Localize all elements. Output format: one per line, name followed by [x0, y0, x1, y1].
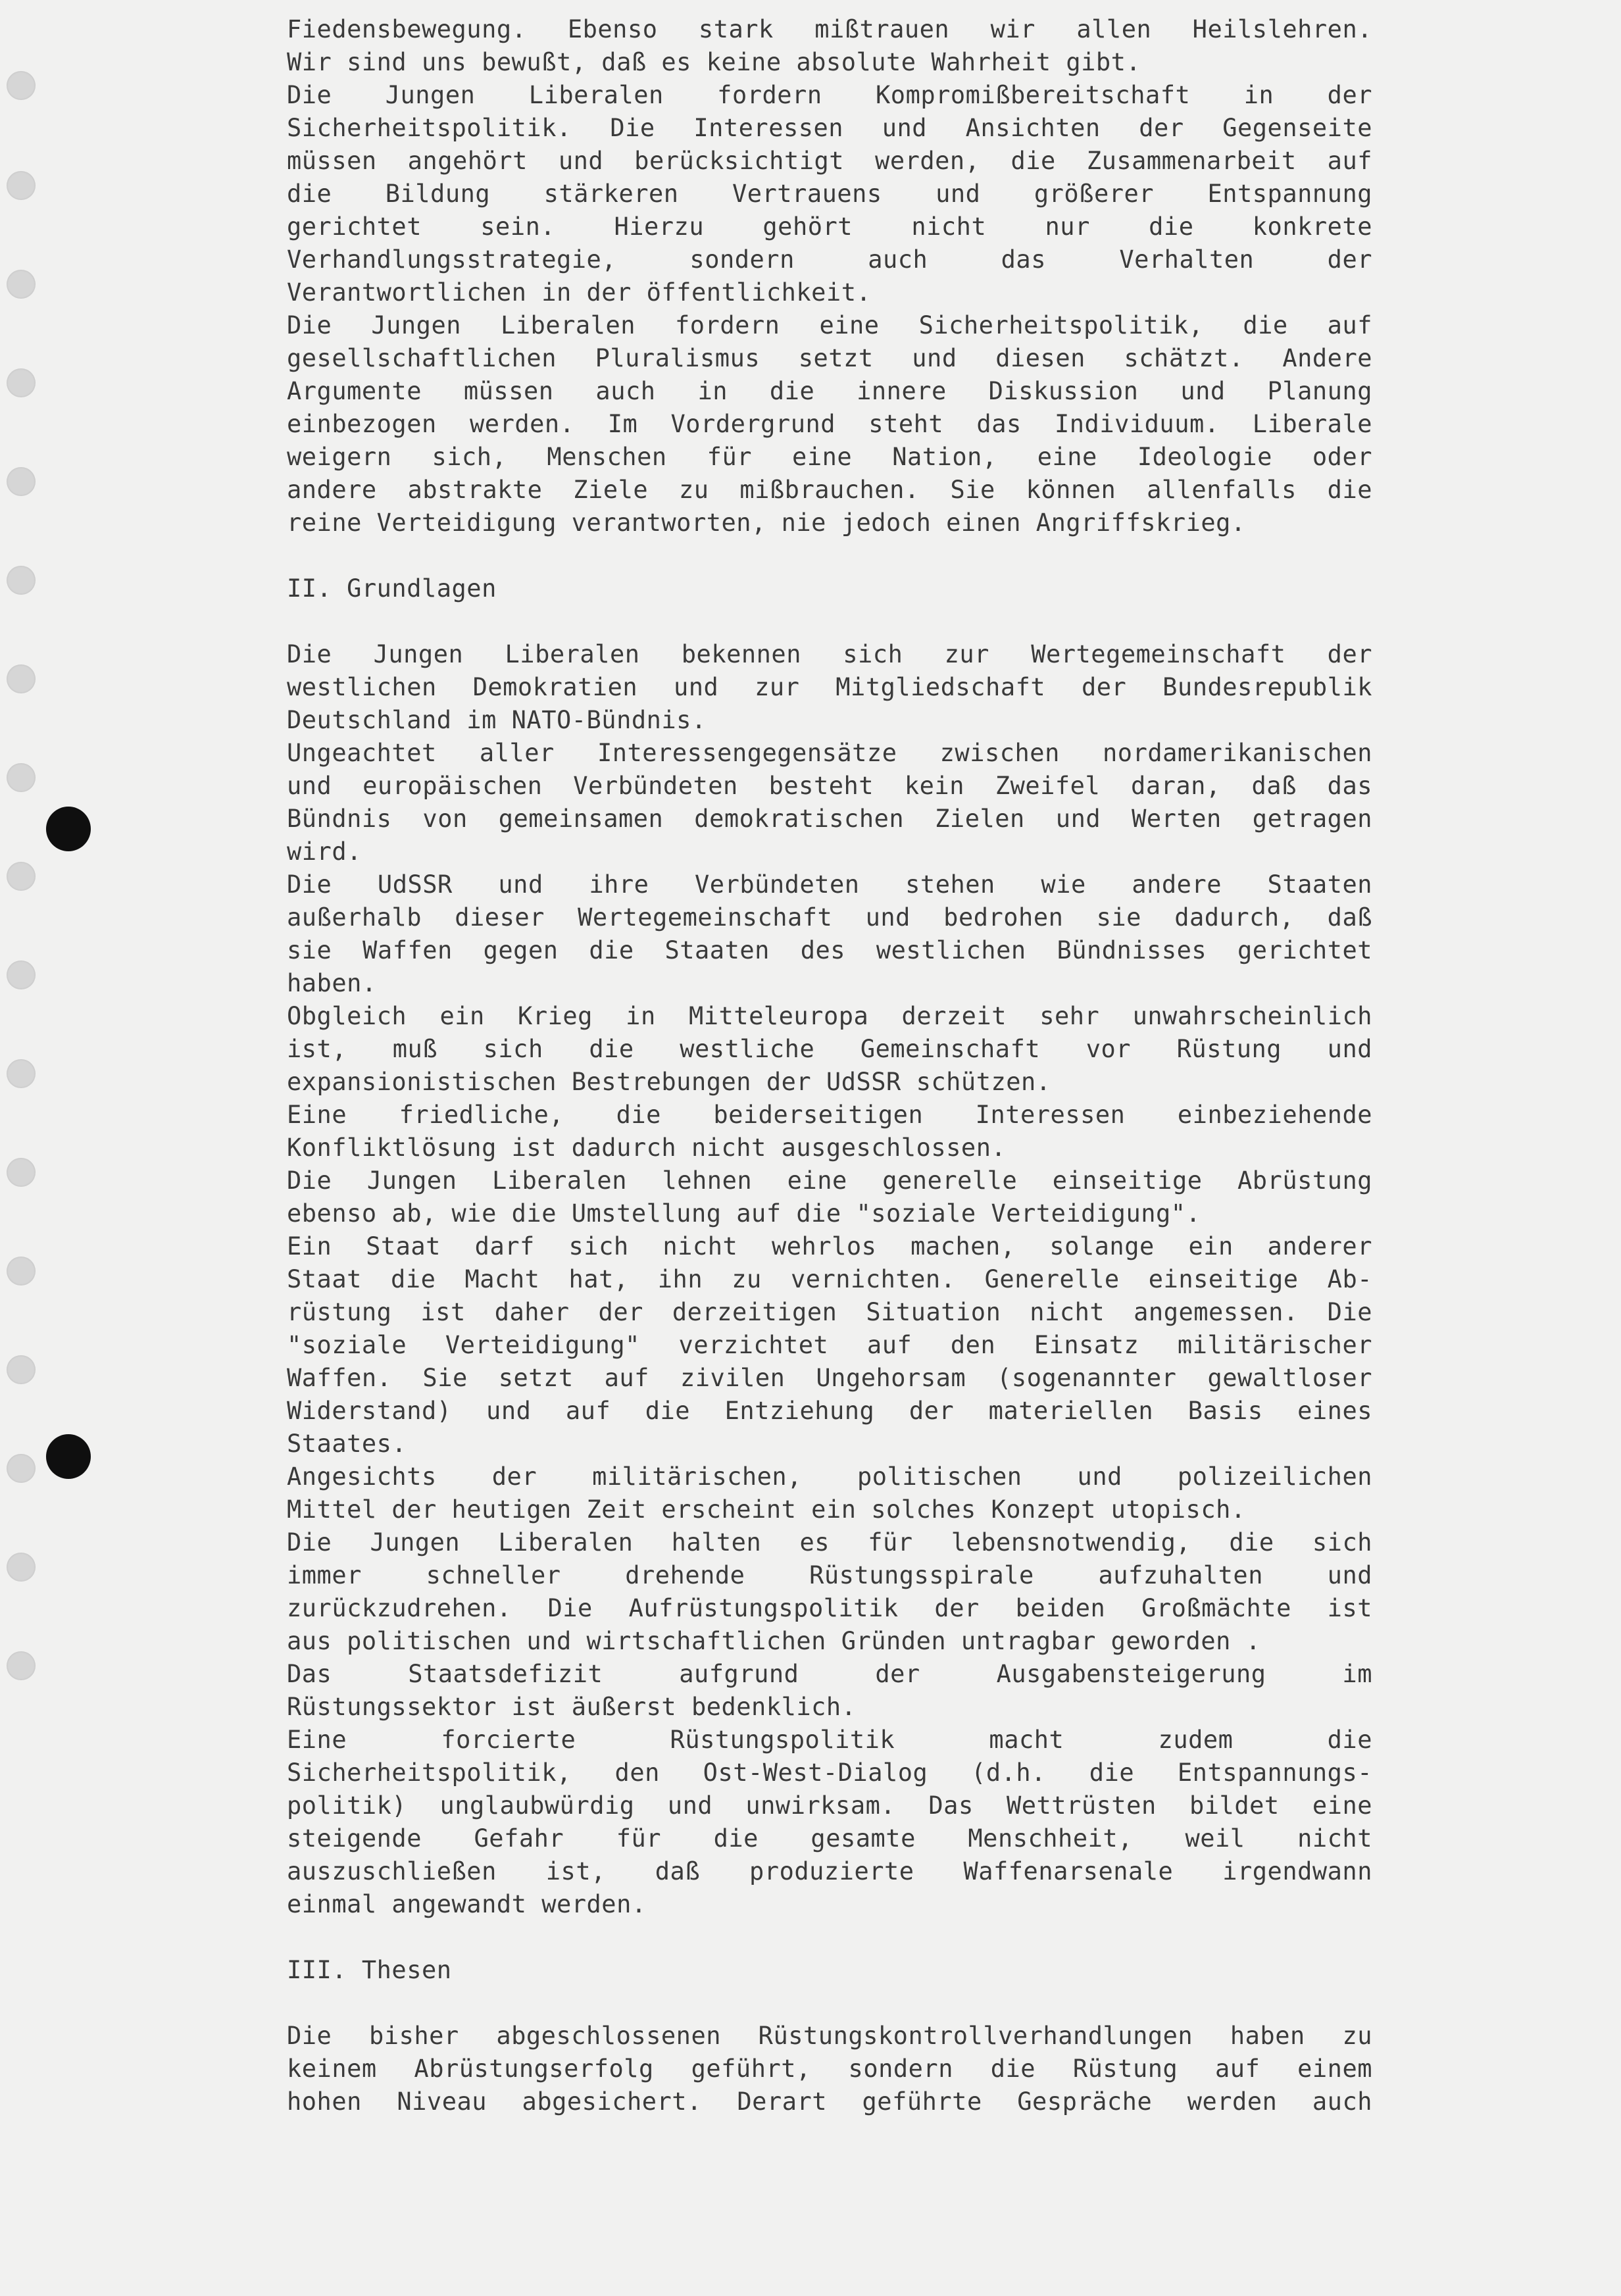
punch-hole — [7, 1454, 36, 1483]
punch-hole — [7, 71, 36, 100]
text-line: andere abstrakte Ziele zu mißbrauchen. Sie können allenfalls die — [287, 476, 1372, 504]
text-line: Argumente müssen auch in die innere Diskussion und Planung — [287, 377, 1372, 405]
text-line: Verantwortlichen in der öffentlichkeit. — [287, 278, 872, 307]
text-line: Die Jungen Liberalen halten es für lebensnotwendig, die sich — [287, 1528, 1372, 1557]
punch-hole — [7, 961, 36, 989]
punch-hole — [7, 1553, 36, 1582]
punch-hole — [7, 1158, 36, 1187]
punch-hole — [7, 1059, 36, 1088]
text-line: wird. — [287, 837, 362, 866]
text-line: Verhandlungsstrategie, sondern auch das Verhalten der — [287, 245, 1372, 274]
punch-hole — [7, 763, 36, 792]
text-line: Die Jungen Liberalen fordern eine Sicherheitspolitik, die auf — [287, 311, 1372, 339]
text-line: Fiedensbewegung. Ebenso stark mißtrauen wir allen Heilslehren. — [287, 15, 1372, 43]
text-line: Die bisher abgeschlossenen Rüstungskontrollverhandlungen haben zu — [287, 2022, 1372, 2050]
text-line: ist, muß sich die westliche Gemeinschaft vor Rüstung und — [287, 1035, 1372, 1063]
punch-hole — [7, 1355, 36, 1384]
text-line: Staat die Macht hat, ihn zu vernichten. Generelle einseitige Ab- — [287, 1265, 1372, 1293]
punch-hole — [7, 664, 36, 693]
text-line: Wir sind uns bewußt, daß es keine absolute Wahrheit gibt. — [287, 48, 1141, 76]
punch-hole — [7, 467, 36, 496]
text-line: und europäischen Verbündeten besteht kein Zweifel daran, daß das — [287, 772, 1372, 800]
text-line: Rüstungssektor ist äußerst bedenklich. — [287, 1693, 857, 1721]
text-line: Staates. — [287, 1430, 407, 1458]
text-line: einmal angewandt werden. — [287, 1890, 647, 1918]
text-line: die Bildung stärkeren Vertrauens und größerer Entspannung — [287, 180, 1372, 208]
text-line: Die Jungen Liberalen lehnen eine generelle einseitige Abrüstung — [287, 1166, 1372, 1195]
text-line: steigende Gefahr für die gesamte Menschheit, weil nicht — [287, 1824, 1372, 1853]
punch-hole — [7, 270, 36, 299]
text-line: müssen angehört und berücksichtigt werden, die Zusammenarbeit auf — [287, 147, 1372, 175]
text-line: Sicherheitspolitik, den Ost-West-Dialog (d.h. die Entspannungs- — [287, 1759, 1372, 1787]
text-line: Eine forcierte Rüstungspolitik macht zudem die — [287, 1726, 1372, 1754]
punch-hole — [46, 1434, 91, 1479]
section-heading-grundlagen: II. Grundlagen — [287, 574, 497, 603]
text-line: weigern sich, Menschen für eine Nation, eine Ideologie oder — [287, 443, 1372, 471]
punch-hole — [7, 566, 36, 595]
text-line: einbezogen werden. Im Vordergrund steht das Individuum. Liberale — [287, 410, 1372, 438]
text-line: Die Jungen Liberalen bekennen sich zur Wertegemeinschaft der — [287, 640, 1372, 668]
punch-hole — [7, 1257, 36, 1285]
text-line: Deutschland im NATO-Bündnis. — [287, 706, 707, 734]
text-line: Obgleich ein Krieg in Mitteleuropa derzeit sehr unwahrscheinlich — [287, 1002, 1372, 1030]
text-line: expansionistischen Bestrebungen der UdSSR schützen. — [287, 1068, 1051, 1096]
text-line: Sicherheitspolitik. Die Interessen und Ansichten der Gegenseite — [287, 114, 1372, 142]
text-line: "soziale Verteidigung" verzichtet auf den Einsatz militärischer — [287, 1331, 1372, 1359]
text-line: Mittel der heutigen Zeit erscheint ein solches Konzept utopisch. — [287, 1495, 1246, 1524]
text-line: Eine friedliche, die beiderseitigen Interessen einbeziehende — [287, 1101, 1372, 1129]
text-line: hohen Niveau abgesichert. Derart geführte Gespräche werden auch — [287, 2087, 1372, 2116]
text-line: Die Jungen Liberalen fordern Kompromißbereitschaft in der — [287, 81, 1372, 109]
text-line: Angesichts der militärischen, politischen und polizeilichen — [287, 1462, 1372, 1491]
text-line: Waffen. Sie setzt auf zivilen Ungehorsam (sogenannter gewaltloser — [287, 1364, 1372, 1392]
text-line: rüstung ist daher der derzeitigen Situation nicht angemessen. Die — [287, 1298, 1372, 1326]
punch-hole — [7, 1651, 36, 1680]
text-line: politik) unglaubwürdig und unwirksam. Das Wettrüsten bildet eine — [287, 1791, 1372, 1820]
intro-paragraph — [287, 13, 1372, 539]
section-heading-thesen: III. Thesen — [287, 1956, 452, 1984]
text-line: Die UdSSR und ihre Verbündeten stehen wie andere Staaten — [287, 870, 1372, 899]
text-line: westlichen Demokratien und zur Mitgliedschaft der Bundesrepublik — [287, 673, 1372, 701]
text-line: Ungeachtet aller Interessengegensätze zwischen nordamerikanischen — [287, 739, 1372, 767]
text-line: immer schneller drehende Rüstungsspirale aufzuhalten und — [287, 1561, 1372, 1589]
text-line: aus politischen und wirtschaftlichen Gründen untragbar geworden . — [287, 1627, 1261, 1655]
text-line: Ein Staat darf sich nicht wehrlos machen, solange ein anderer — [287, 1232, 1372, 1260]
text-line: zurückzudrehen. Die Aufrüstungspolitik der beiden Großmächte ist — [287, 1594, 1372, 1622]
text-line: Widerstand) und auf die Entziehung der materiellen Basis eines — [287, 1397, 1372, 1425]
text-line: gerichtet sein. Hierzu gehört nicht nur die konkrete — [287, 212, 1372, 241]
text-line: auszuschließen ist, daß produzierte Waffenarsenale irgendwann — [287, 1857, 1372, 1885]
text-line: Bündnis von gemeinsamen demokratischen Zielen und Werten getragen — [287, 805, 1372, 833]
text-line: reine Verteidigung verantworten, nie jedoch einen Angriffskrieg. — [287, 509, 1246, 537]
document-body — [287, 13, 1372, 2118]
punch-hole — [7, 368, 36, 397]
grundlagen-paragraph — [287, 638, 1372, 1921]
text-line: Das Staatsdefizit aufgrund der Ausgabensteigerung im — [287, 1660, 1372, 1688]
punch-hole — [46, 807, 91, 851]
text-line: ebenso ab, wie die Umstellung auf die "soziale Verteidigung". — [287, 1199, 1201, 1228]
thesen-paragraph — [287, 2020, 1372, 2118]
text-line: außerhalb dieser Wertegemeinschaft und bedrohen sie dadurch, daß — [287, 903, 1372, 932]
punch-hole — [7, 171, 36, 200]
text-line: haben. — [287, 969, 377, 997]
text-line: gesellschaftlichen Pluralismus setzt und diesen schätzt. Andere — [287, 344, 1372, 372]
punch-hole — [7, 862, 36, 891]
text-line: keinem Abrüstungserfolg geführt, sondern die Rüstung auf einem — [287, 2055, 1372, 2083]
text-line: sie Waffen gegen die Staaten des westlichen Bündnisses gerichtet — [287, 936, 1372, 964]
text-line: Konfliktlösung ist dadurch nicht ausgeschlossen. — [287, 1134, 1007, 1162]
